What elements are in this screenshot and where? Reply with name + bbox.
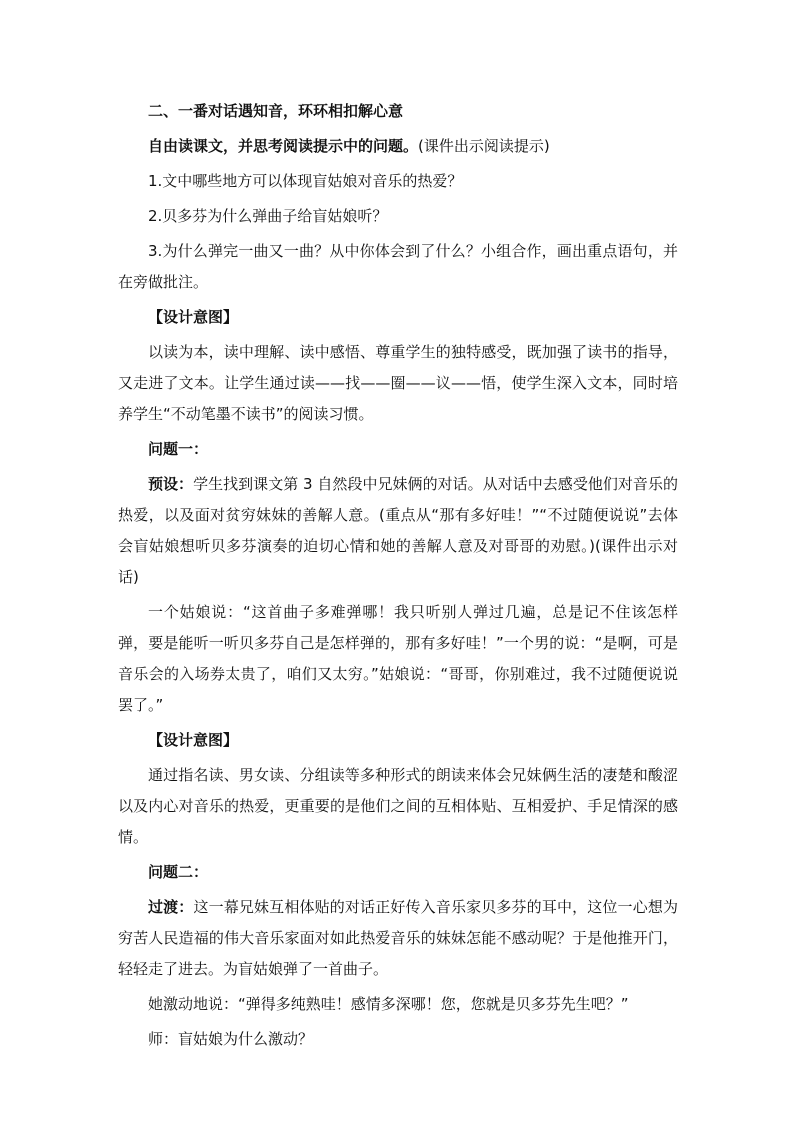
preset-text: 学生找到课文第 3 自然段中兄妹俩的对话。从对话中去感受他们对音乐的热爱，以及面对贫穷妹妹的善解人意。(重点从“那有多好哇！”“不过随便说说”去体会盲姑娘想听贝多芬演奏的迫切心情和她的善解人意及对哥哥的劝慰。)(课件出示对话) (118, 475, 678, 586)
problem-two-heading: 问题二： (148, 863, 209, 881)
dialogue-paragraph: 一个姑娘说：“这首曲子多难弹哪！我只听别人弹过几遍，总是记不住该怎样弹，要是能听一听贝多芬自己是怎样弹的，那有多好哇！”一个男的说：“是啊，可是音乐会的入场券太贵了，咱们又太穷。”姑娘说：“哥哥，你别难过，我不过随便说说罢了。” (118, 603, 678, 714)
task-bold: 自由读课文，并思考阅读提示中的问题。 (148, 137, 419, 155)
design-intent-text-2: 通过指名读、男女读、分组读等多种形式的朗读来体会兄妹俩生活的凄楚和酸涩以及内心对音乐的热爱，更重要的是他们之间的互相体贴、互相爱护、手足情深的感情。 (118, 766, 678, 846)
design-intent-text: 以读为本，读中理解、读中感悟、尊重学生的独特感受，既加强了读书的指导，又走进了文本。让学生通过读——找——圈——议——悟，使学生深入文本，同时培养学生“不动笔墨不读书”的阅读习惯。 (118, 343, 678, 423)
teacher-question: 师：盲姑娘为什么激动？ (148, 1030, 314, 1048)
design-intent-heading: 【设计意图】 (148, 308, 239, 326)
preset-label: 预设： (148, 475, 194, 493)
document-body (118, 96, 678, 1059)
transition-text: 这一幕兄妹互相体贴的对话正好传入音乐家贝多芬的耳中，这位一心想为穷苦人民造福的伟大音乐家面对如此热爱音乐的妹妹怎能不感动呢？于是他推开门，轻轻走了进去。为盲姑娘弹了一首曲子。 (118, 898, 678, 978)
question-1: 1.文中哪些地方可以体现盲姑娘对音乐的热爱？ (148, 172, 463, 190)
problem-two-transition (118, 892, 678, 985)
question-2: 2.贝多芬为什么弹曲子给盲姑娘听？ (148, 207, 388, 225)
problem-one-preset (118, 469, 678, 593)
quote-paragraph: 她激动地说：“弹得多纯熟哇！感情多深哪！您，您就是贝多芬先生吧？” (148, 995, 629, 1013)
problem-one-heading: 问题一： (148, 440, 209, 458)
transition-label: 过渡： (148, 898, 194, 916)
task-instruction (118, 131, 678, 162)
section-heading: 二、一番对话遇知音，环环相扣解心意 (148, 102, 404, 120)
question-3: 3.为什么弹完一曲又一曲？从中你体会到了什么？小组合作，画出重点语句，并在旁做批注。 (118, 242, 678, 291)
task-note: (课件出示阅读提示) (418, 137, 550, 155)
design-intent-heading-2: 【设计意图】 (148, 731, 239, 749)
